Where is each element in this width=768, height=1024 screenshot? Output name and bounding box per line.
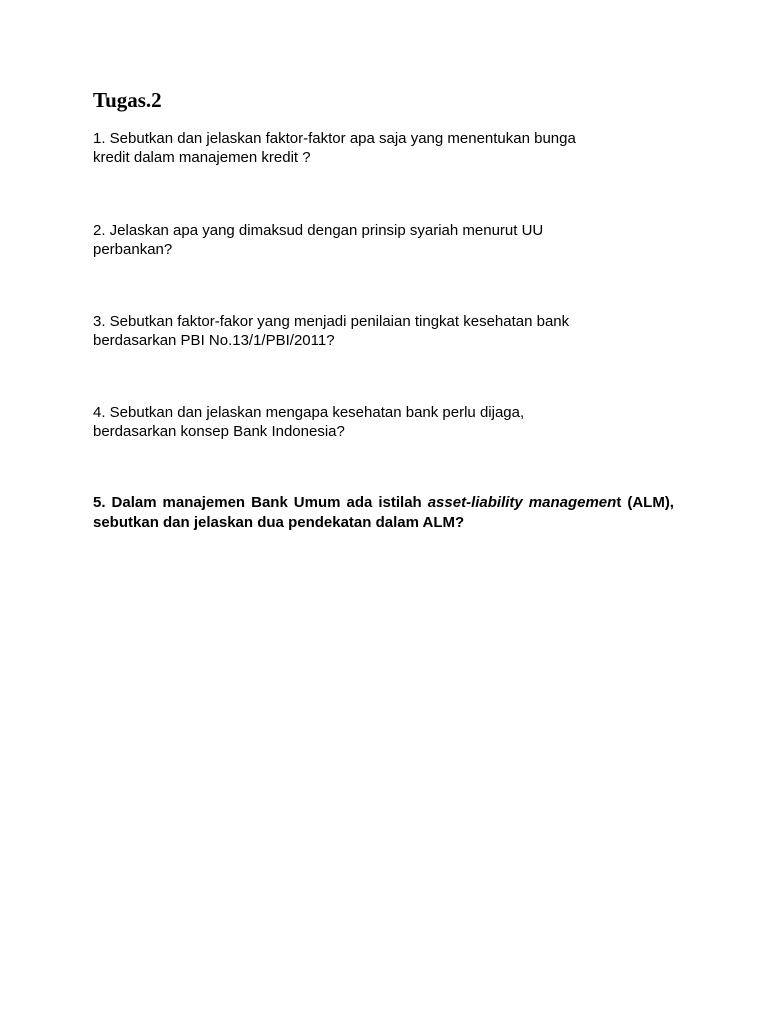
question-5-term-tail: t xyxy=(616,494,622,511)
question-4-line-2: berdasarkan konsep Bank Indonesia? xyxy=(93,423,345,440)
question-3 xyxy=(93,312,693,350)
question-2-line-1: 2. Jelaskan apa yang dimaksud dengan prinsip syariah menurut UU xyxy=(93,222,544,239)
question-5-rest: (ALM), sebutkan dan jelaskan dua pendekatan dalam ALM? xyxy=(93,494,674,531)
question-5-term: asset-liability managemen xyxy=(427,494,617,511)
question-4-line-1: 4. Sebutkan dan jelaskan mengapa kesehatan bank perlu dijaga, xyxy=(93,404,525,421)
question-1-line-2: kredit dalam manajemen kredit ? xyxy=(93,149,311,166)
document-title: Tugas.2 xyxy=(93,88,162,112)
question-3-line-2: berdasarkan PBI No.13/1/PBI/2011? xyxy=(93,332,335,349)
question-1 xyxy=(93,129,693,167)
question-2 xyxy=(93,221,693,259)
question-1-line-1: 1. Sebutkan dan jelaskan faktor-faktor apa saja yang menentukan bunga xyxy=(93,130,576,147)
question-4 xyxy=(93,403,693,441)
question-5-lead: 5. Dalam manajemen Bank Umum ada istilah xyxy=(93,494,422,511)
question-5 xyxy=(93,493,674,532)
question-3-line-1: 3. Sebutkan faktor-fakor yang menjadi penilaian tingkat kesehatan bank xyxy=(93,313,570,330)
question-2-line-2: perbankan? xyxy=(93,241,173,258)
